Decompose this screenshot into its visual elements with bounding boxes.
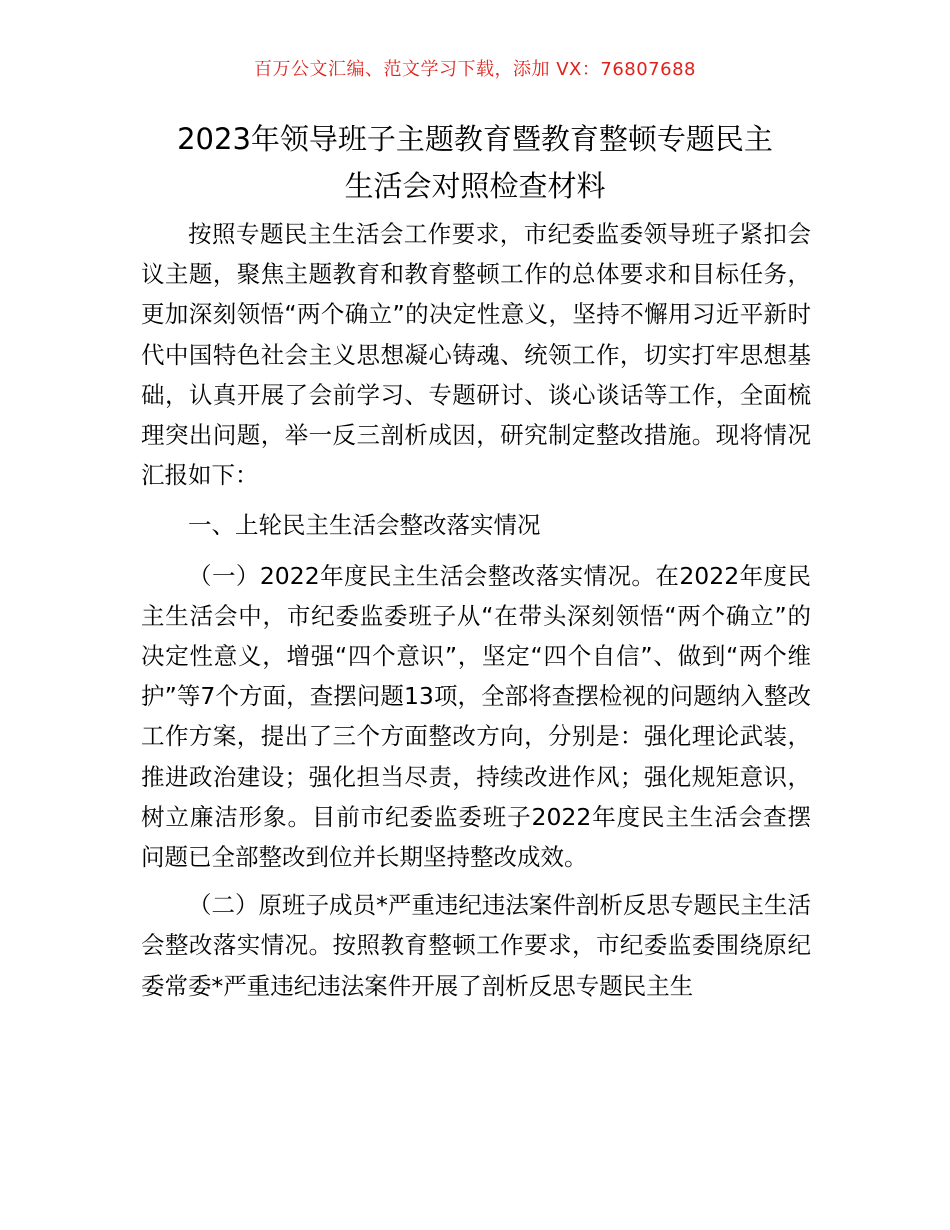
title-line-1: 2023年领导班子主题教育暨教育整顿专题民主 <box>177 122 773 156</box>
title-line-2: 生活会对照检查材料 <box>344 169 606 203</box>
subsection-paragraph-2: （二）原班子成员*严重违纪违法案件剖析反思专题民主生活会整改落实情况。按照教育整顿工作要求，市纪委监委围绕原纪委常委*严重违纪违法案件开展了剖析反思专题民主生 <box>141 891 811 1000</box>
subsection-paragraph-1: （一）2022年度民主生活会整改落实情况。在2022年度民主生活会中，市纪委监委班子从“在带头深刻领悟“两个确立”的决定性意义，增强“四个意识”，坚定“四个自信”、做到“两个维护”等7个方面，查摆问题13项，全部将查摆检视的问题纳入整改工作方案，提出了三个方面整改方向，分别是：强化理论武装，推进政治建设；强化担当尽责，持续改进作风；强化规矩意识，树立廉洁形象。目前市纪委监委班子2022年度民主生活会查摆问题已全部整改到位并长期坚持整改成效。 <box>141 561 811 872</box>
document-title <box>100 116 850 210</box>
intro-paragraph: 按照专题民主生活会工作要求，市纪委监委领导班子紧扣会议主题，聚焦主题教育和教育整顿工作的总体要求和目标任务，更加深刻领悟“两个确立”的决定性意义，坚持不懈用习近平新时代中国特色社会主义思想凝心铸魂、统领工作，切实打牢思想基础，认真开展了会前学习、专题研讨、谈心谈话等工作，全面梳理突出问题，举一反三剖析成因，研究制定整改措施。现将情况汇报如下： <box>141 220 811 490</box>
section-heading: 一、上轮民主生活会整改落实情况 <box>188 511 541 540</box>
document-body <box>141 214 811 1006</box>
watermark-banner: 百万公文汇编、范文学习下载，添加 VX：76807688 <box>254 59 696 80</box>
